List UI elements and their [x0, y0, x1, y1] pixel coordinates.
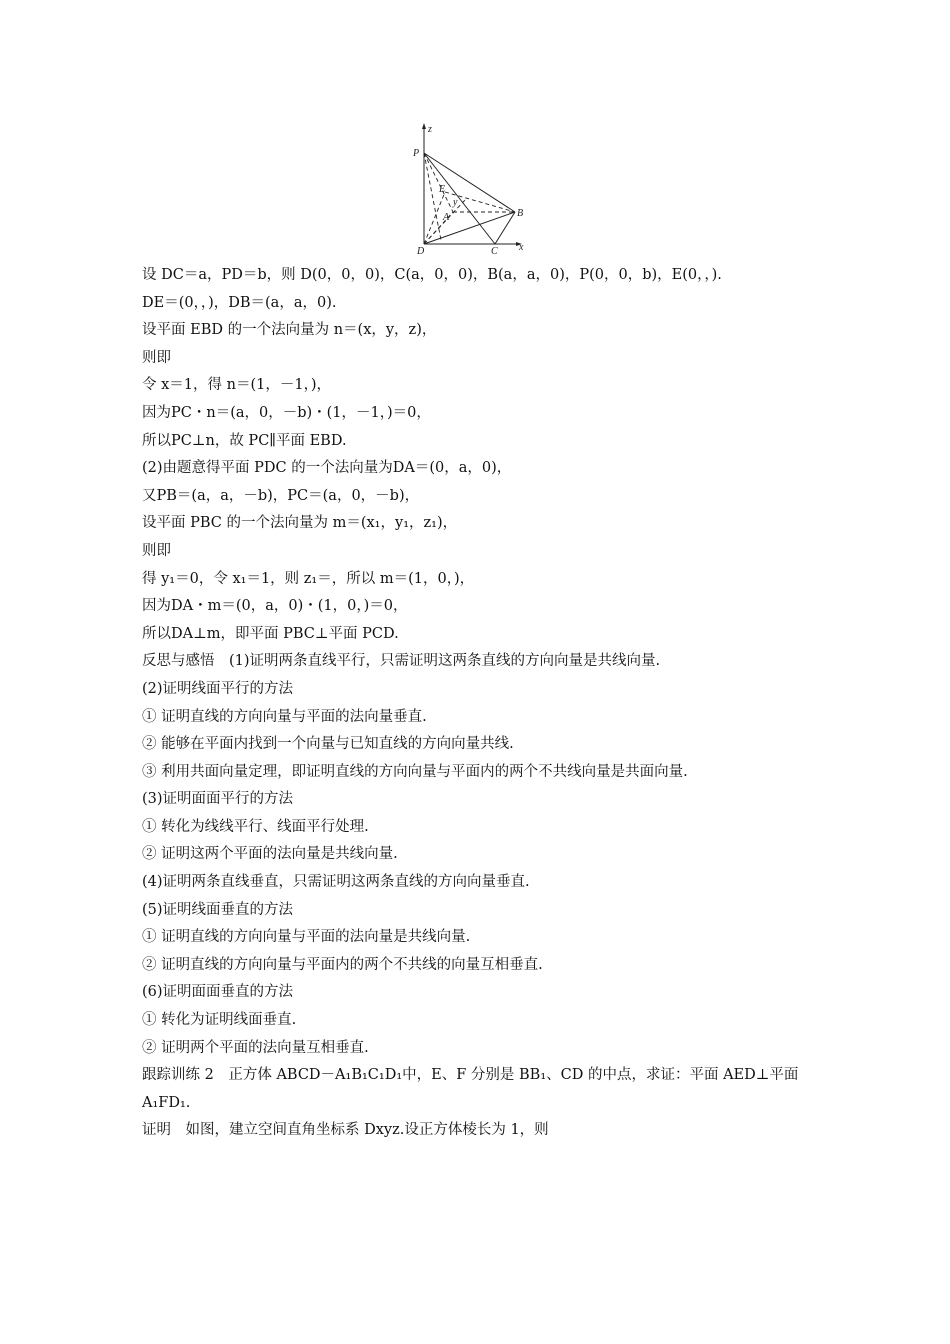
- text-line: (2)证明线面平行的方法: [142, 680, 294, 697]
- text-line: 所以PC⊥n，故 PC∥平面 EBD.: [142, 432, 347, 449]
- figure-label-e: E: [439, 184, 446, 195]
- reflection-heading: 反思与感悟 (1)证明两条直线平行，只需证明这两条直线的方向向量是共线向量.: [142, 653, 661, 670]
- text-line: (2)由题意得平面 PDC 的一个法向量为DA＝(0，a，0)，: [142, 460, 512, 477]
- figure-label-x: x: [519, 242, 524, 253]
- text-line: A₁FD₁.: [142, 1094, 191, 1111]
- text-line: ① 证明直线的方向向量与平面的法向量垂直.: [142, 708, 427, 725]
- figure-label-z: z: [428, 124, 432, 135]
- text-line: 令 x＝1，得 n＝(1，－1，)，: [142, 377, 331, 394]
- text-line: 因为PC・n＝(a，0，－b)・(1，－1，)＝0，: [142, 404, 431, 421]
- text-line: ① 证明直线的方向向量与平面的法向量是共线向量.: [142, 929, 471, 946]
- text-line: ③ 利用共面向量定理，即证明直线的方向向量与平面内的两个不共线向量是共面向量.: [142, 763, 688, 780]
- exercise-heading: 跟踪训练 2 正方体 ABCD－A₁B₁C₁D₁中，E、F 分别是 BB₁、CD 的中点，求证：平面 AED⊥平面: [142, 1067, 799, 1084]
- figure-label-b: B: [517, 208, 524, 219]
- text-line: 又PB＝(a，a，－b)，PC＝(a，0，－b)，: [142, 487, 420, 504]
- figure-label-p: P: [413, 148, 420, 159]
- text-line: ② 证明两个平面的法向量互相垂直.: [142, 1039, 369, 1056]
- text-line: 则即: [142, 349, 171, 366]
- figure-label-y: y: [453, 197, 458, 208]
- text-line: (4)证明两条直线垂直，只需证明这两条直线的方向向量垂直.: [142, 874, 530, 891]
- figure-label-a: A: [443, 212, 450, 223]
- proof-line: 证明 如图，建立空间直角坐标系 Dxyz.设正方体棱长为 1，则: [142, 1122, 549, 1139]
- text-line: ① 转化为证明线面垂直.: [142, 1012, 297, 1029]
- text-line: (5)证明线面垂直的方法: [142, 901, 294, 918]
- figure-label-c: C: [491, 246, 498, 257]
- figure-label-d: D: [417, 246, 425, 257]
- text-line: (3)证明面面平行的方法: [142, 791, 294, 808]
- text-line: 设平面 EBD 的一个法向量为 n＝(x，y，z)，: [142, 322, 437, 339]
- text-line: 因为DA・m＝(0，a，0)・(1，0，)＝0，: [142, 598, 408, 615]
- text-line: ① 转化为线线平行、线面平行处理.: [142, 818, 369, 835]
- text-line: 设 DC＝a，PD＝b，则 D(0，0，0)，C(a，0，0)，B(a，a，0)，P(0，0，b)，E(0，，).: [142, 267, 722, 283]
- text-line: 得 y₁＝0，令 x₁＝1，则 z₁＝，所以 m＝(1，0，)，: [142, 570, 475, 587]
- text-line: 设平面 PBC 的一个法向量为 m＝(x₁，y₁，z₁)，: [142, 515, 458, 532]
- text-line: (6)证明面面垂直的方法: [142, 984, 294, 1001]
- text-line: ② 证明直线的方向向量与平面内的两个不共线的向量互相垂直.: [142, 956, 543, 973]
- text-line: 则即: [142, 542, 171, 559]
- text-line: ② 能够在平面内找到一个向量与已知直线的方向向量共线.: [142, 736, 514, 753]
- text-line: ② 证明这两个平面的法向量是共线向量.: [142, 846, 398, 863]
- pyramid-coordinate-figure: [405, 120, 535, 260]
- document-body: [142, 262, 822, 1145]
- text-line: DE＝(0，，)，DB＝(a，a，0).: [142, 294, 337, 311]
- text-line: 所以DA⊥m，即平面 PBC⊥平面 PCD.: [142, 625, 399, 642]
